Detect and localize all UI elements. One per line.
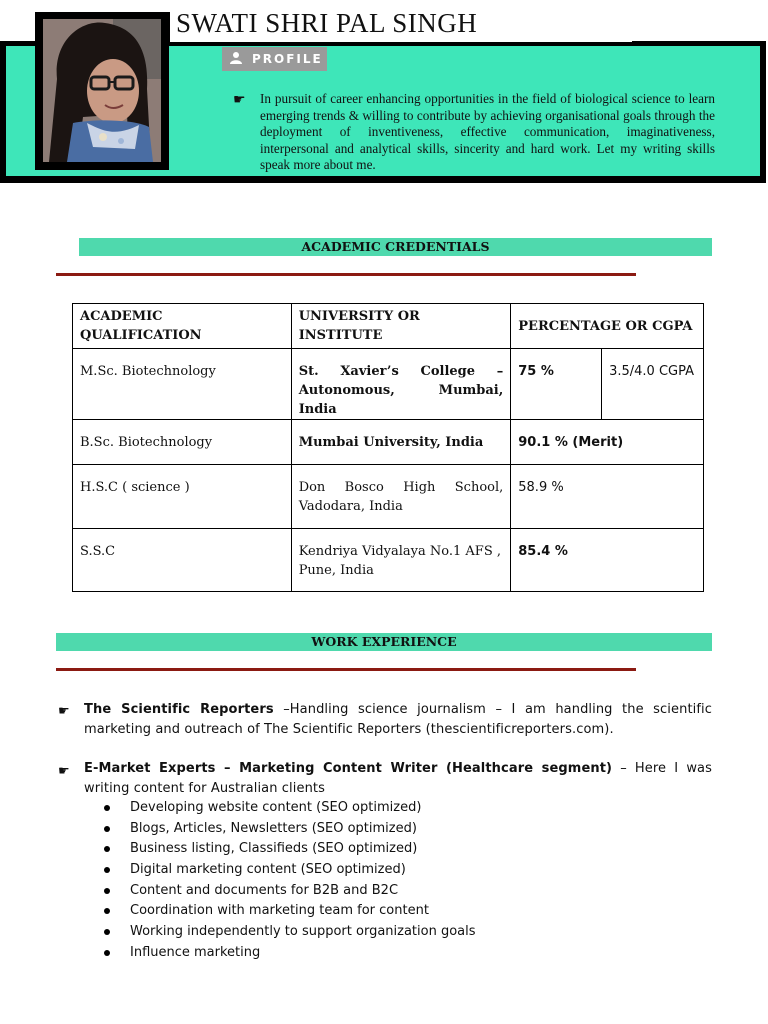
cgpa-cell: 3.5/4.0 CGPA: [602, 349, 704, 420]
table-row: [73, 529, 704, 592]
list-item-text: Developing website content (SEO optimized): [130, 800, 422, 815]
table-row: [73, 465, 704, 529]
list-item: [104, 819, 476, 840]
list-item: [104, 943, 476, 964]
duties-list: [104, 798, 476, 964]
bullet-dot: [104, 846, 110, 852]
list-item: [104, 798, 476, 819]
work-entry-text: – Here I was writing content for Australian clients: [84, 761, 713, 796]
candidate-name: SWATI SHRI PAL SINGH: [176, 8, 478, 38]
bullet-dot: [104, 908, 110, 914]
bullet-dot: [104, 888, 110, 894]
list-item: [104, 881, 476, 902]
profile-summary: In pursuit of career enhancing opportunities in the field of biological science to learn emerging trends & willing to contribute by achieving organisational goals through the deployment of inventiveness, effective communication, imaginativeness, interpersonal and analytical skills, sincerity and hard work. Let my writing skills speak more about me.: [260, 91, 715, 173]
person-icon: [229, 51, 243, 65]
pointing-hand-icon: ☛: [58, 764, 70, 779]
list-item: [104, 901, 476, 922]
list-item-text: Content and documents for B2B and B2C: [130, 882, 399, 898]
score-cell: 85.4 %: [511, 529, 704, 592]
list-item: [104, 839, 476, 860]
list-item-text: Coordination with marketing team for content: [130, 903, 429, 919]
bullet-dot: [104, 929, 110, 935]
academic-section-title: ACADEMIC CREDENTIALS: [79, 238, 712, 256]
qualification-cell: M.Sc. Biotechnology: [73, 349, 292, 420]
header-score: PERCENTAGE OR CGPA: [511, 304, 704, 349]
section-divider: [56, 273, 636, 276]
bullet-dot: [104, 950, 110, 956]
list-item-text: Blogs, Articles, Newsletters (SEO optimized): [130, 820, 417, 836]
institute-cell: St. Xavier’s College – Autonomous, Mumbai, India: [291, 349, 511, 420]
bullet-dot: [104, 826, 110, 832]
score-cell: 58.9 %: [511, 465, 704, 529]
list-item-text: Digital marketing content (SEO optimized): [130, 862, 406, 878]
institute-cell: Mumbai University, India: [291, 420, 511, 465]
list-item: [104, 860, 476, 881]
bullet-dot: [104, 867, 110, 873]
table-row: [73, 420, 704, 465]
work-section-title: WORK EXPERIENCE: [56, 633, 712, 651]
list-item-text: Influence marketing: [130, 944, 261, 960]
list-item-text: Business listing, Classifieds (SEO optimized): [130, 841, 418, 857]
pointing-hand-icon: ☛: [58, 704, 70, 719]
institute-cell: Don Bosco High School, Vadodara, India: [291, 465, 511, 529]
section-divider: [56, 668, 636, 671]
work-entry: [84, 759, 712, 799]
work-entry-text: –Handling science journalism – I am handling the scientific marketing and outreach of The Scientific Reporters (thescientificreporters.com).: [84, 702, 712, 737]
score-cell: 75 %: [511, 349, 602, 420]
list-item: [104, 922, 476, 943]
header-qualification: ACADEMIC QUALIFICATION: [73, 304, 292, 349]
academic-table: [72, 303, 704, 592]
profile-photo: [43, 19, 161, 162]
score-cell: 90.1 % (Merit): [511, 420, 704, 465]
qualification-cell: H.S.C ( science ): [73, 465, 292, 529]
bullet-dot: [104, 805, 110, 811]
portrait-image: [43, 19, 161, 162]
header-institute: UNIVERSITY OR INSTITUTE: [291, 304, 511, 349]
profile-heading: PROFILE: [252, 52, 323, 66]
table-row: [73, 349, 704, 420]
work-entry-org: E-Market Experts – Marketing Content Writer (Healthcare segment): [84, 761, 613, 776]
list-item-text: Working independently to support organization goals: [130, 924, 476, 940]
work-entry-org: The Scientific Reporters: [84, 702, 274, 717]
table-header-row: [73, 304, 704, 349]
pointing-hand-icon: ☛: [233, 92, 246, 108]
qualification-cell: B.Sc. Biotechnology: [73, 420, 292, 465]
work-entry: [84, 700, 712, 740]
qualification-cell: S.S.C: [73, 529, 292, 592]
institute-cell: Kendriya Vidyalaya No.1 AFS , Pune, India: [291, 529, 511, 592]
